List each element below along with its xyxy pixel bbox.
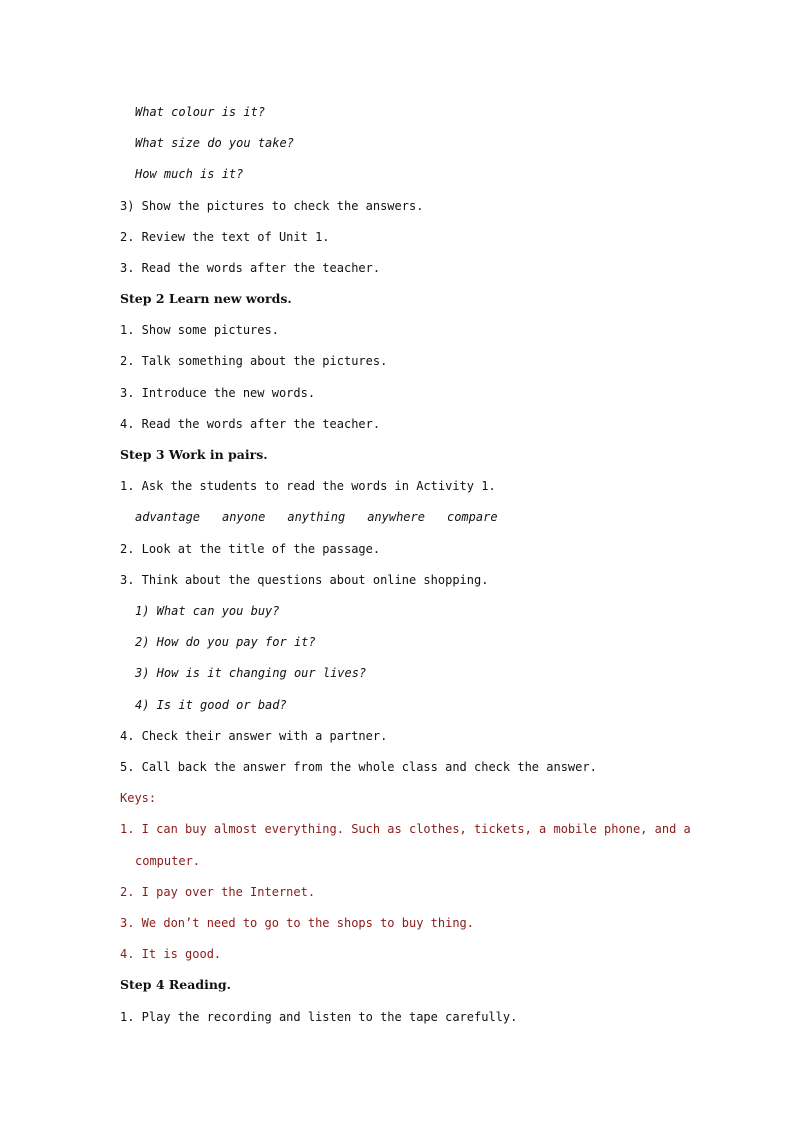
- key-answer-1: 1. I can buy almost everything. Such as clothes, tickets, a mobile phone, and a: [120, 822, 691, 836]
- vocab-word: advantage: [135, 510, 201, 524]
- step3-item-1: 1. Ask the students to read the words in Activity 1.: [120, 479, 496, 493]
- step3-item-2: 2. Look at the title of the passage.: [120, 542, 381, 556]
- step1-item-read-words: 3. Read the words after the teacher.: [120, 261, 381, 275]
- vocab-word: compare: [446, 510, 498, 524]
- step3-item-4: 4. Check their answer with a partner.: [120, 729, 388, 743]
- key-answer-4: 4. It is good.: [120, 947, 222, 961]
- step3-item-3: 3. Think about the questions about online shopping.: [120, 573, 489, 587]
- vocabulary-list: [135, 509, 520, 525]
- step2-item-3: 3. Introduce the new words.: [120, 386, 316, 400]
- step4-item-1: 1. Play the recording and listen to the tape carefully.: [120, 1010, 518, 1024]
- key-answer-3: 3. We don’t need to go to the shops to buy thing.: [120, 916, 475, 930]
- step3-item-5: 5. Call back the answer from the whole class and check the answer.: [120, 760, 597, 774]
- sub-question-1: 1) What can you buy?: [135, 604, 280, 618]
- question-size: What size do you take?: [135, 136, 294, 150]
- step4-heading: Step 4 Reading.: [120, 977, 232, 992]
- keys-label: Keys:: [120, 791, 157, 805]
- question-colour: What colour is it?: [135, 105, 266, 119]
- key-answer-2: 2. I pay over the Internet.: [120, 885, 316, 899]
- question-price: How much is it?: [135, 167, 244, 181]
- step1-item-show-pictures: 3) Show the pictures to check the answers.: [120, 199, 424, 213]
- step2-heading: Step 2 Learn new words.: [120, 291, 292, 306]
- sub-question-4: 4) Is it good or bad?: [135, 698, 287, 712]
- step3-heading: Step 3 Work in pairs.: [120, 447, 268, 462]
- sub-question-2: 2) How do you pay for it?: [135, 635, 316, 649]
- step2-item-1: 1. Show some pictures.: [120, 323, 279, 337]
- step2-item-4: 4. Read the words after the teacher.: [120, 417, 381, 431]
- vocab-word: anyone: [222, 510, 266, 524]
- step1-item-review-text: 2. Review the text of Unit 1.: [120, 230, 330, 244]
- vocab-word: anything: [287, 510, 346, 524]
- vocab-word: anywhere: [367, 510, 425, 524]
- sub-question-3: 3) How is it changing our lives?: [135, 666, 367, 680]
- key-answer-1-continued: computer.: [135, 854, 201, 868]
- step2-item-2: 2. Talk something about the pictures.: [120, 354, 388, 368]
